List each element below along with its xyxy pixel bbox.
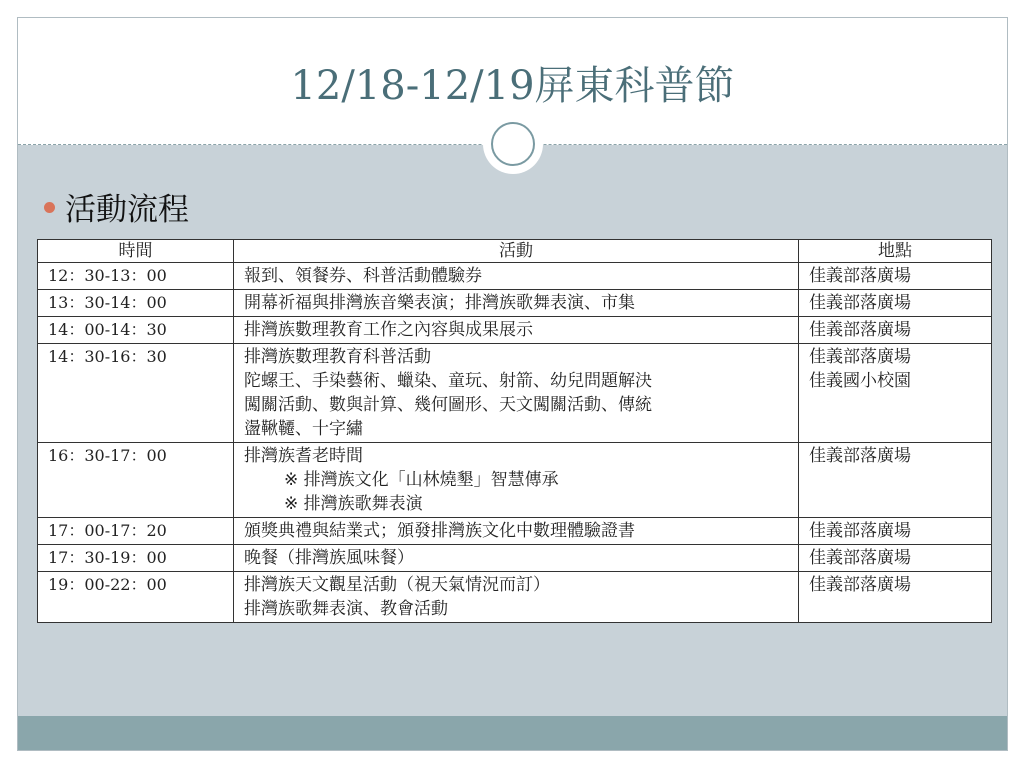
location-line: 佳義部落廣場 <box>809 266 911 286</box>
table-row <box>38 443 992 518</box>
bullet-item <box>44 184 189 229</box>
activity-line: 排灣族耆老時間 <box>244 446 363 466</box>
row-activity <box>234 263 799 290</box>
circle-ornament-icon <box>483 114 543 174</box>
location-line: 佳義部落廣場 <box>809 575 911 595</box>
row-time: 16：30-17：00 <box>38 443 234 518</box>
location-line: 佳義國小校園 <box>809 371 911 391</box>
location-line: 佳義部落廣場 <box>809 293 911 313</box>
table-header-row <box>38 240 992 263</box>
row-time: 13：30-14：00 <box>38 290 234 317</box>
schedule-table-wrap <box>37 239 991 623</box>
row-activity <box>234 545 799 572</box>
table-row <box>38 263 992 290</box>
header-activity: 活動 <box>234 240 799 263</box>
header-location: 地點 <box>799 240 992 263</box>
row-activity <box>234 317 799 344</box>
location-line: 佳義部落廣場 <box>809 521 911 541</box>
row-location <box>799 443 992 518</box>
row-time: 17：30-19：00 <box>38 545 234 572</box>
slide-title: 12/18-12/19屏東科普節 <box>290 63 735 109</box>
activity-line: 排灣族天文觀星活動（視天氣情況而訂） <box>244 575 550 595</box>
activity-line: 排灣族數理教育科普活動 <box>244 347 431 367</box>
row-time: 14：00-14：30 <box>38 317 234 344</box>
row-location <box>799 518 992 545</box>
bullet-dot-icon <box>44 202 55 213</box>
row-time: 17：00-17：20 <box>38 518 234 545</box>
row-location <box>799 572 992 623</box>
activity-line: ※ 排灣族文化「山林燒墾」智慧傳承 <box>284 470 559 490</box>
row-activity <box>234 572 799 623</box>
table-row <box>38 290 992 317</box>
location-line: 佳義部落廣場 <box>809 320 911 340</box>
table-row <box>38 572 992 623</box>
activity-line: 頒獎典禮與結業式；頒發排灣族文化中數理體驗證書 <box>244 521 635 541</box>
row-location <box>799 545 992 572</box>
table-row <box>38 545 992 572</box>
footer-bar <box>18 716 1007 750</box>
bullet-text: 活動流程 <box>65 192 189 228</box>
table-row <box>38 344 992 443</box>
row-location <box>799 290 992 317</box>
row-time: 12：30-13：00 <box>38 263 234 290</box>
location-line: 佳義部落廣場 <box>809 347 911 367</box>
slide <box>17 17 1008 751</box>
table-row <box>38 317 992 344</box>
schedule-table <box>37 239 992 623</box>
activity-line: 排灣族數理教育工作之內容與成果展示 <box>244 320 533 340</box>
activity-line: 盪鞦韆、十字繡 <box>244 419 363 439</box>
row-activity <box>234 290 799 317</box>
row-time: 19：00-22：00 <box>38 572 234 623</box>
table-row <box>38 518 992 545</box>
activity-line: ※ 排灣族歌舞表演 <box>284 494 423 514</box>
row-location <box>799 263 992 290</box>
ring-icon <box>491 122 535 166</box>
row-activity <box>234 518 799 545</box>
row-activity <box>234 443 799 518</box>
row-time: 14：30-16：30 <box>38 344 234 443</box>
activity-line: 開幕祈福與排灣族音樂表演；排灣族歌舞表演、市集 <box>244 293 635 313</box>
activity-line: 陀螺王、手染藝術、蠟染、童玩、射箭、幼兒問題解決 <box>244 371 652 391</box>
activity-line: 排灣族歌舞表演、教會活動 <box>244 599 448 619</box>
activity-line: 晚餐（排灣族風味餐） <box>244 548 414 568</box>
location-line: 佳義部落廣場 <box>809 548 911 568</box>
location-line: 佳義部落廣場 <box>809 446 911 466</box>
activity-line: 闖關活動、數與計算、幾何圖形、天文闖關活動、傳統 <box>244 395 652 415</box>
header-time: 時間 <box>38 240 234 263</box>
row-location <box>799 317 992 344</box>
row-activity <box>234 344 799 443</box>
activity-line: 報到、領餐券、科普活動體驗券 <box>244 266 482 286</box>
row-location <box>799 344 992 443</box>
